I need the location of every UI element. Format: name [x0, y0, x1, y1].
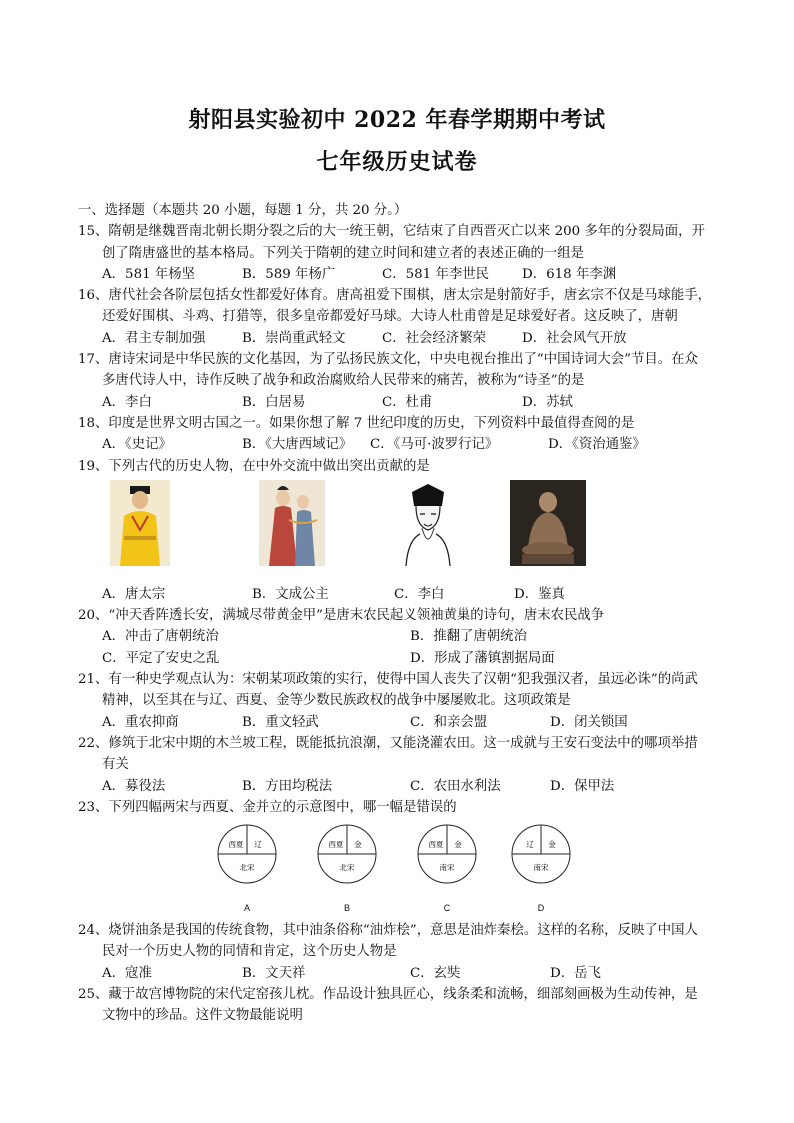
- option-a: A．李白: [102, 394, 152, 410]
- exam-title: 射阳县实验初中 2022 年春学期期中考试: [188, 107, 606, 133]
- question-16-text: 16、唐代社会各阶层包括女性都爱好体育。唐高祖爱下围棋，唐太宗是射箭好手，唐玄宗不仅是马球能手，: [78, 288, 712, 304]
- question-19-pictures: [78, 480, 728, 580]
- option-c: C．李白: [394, 586, 445, 602]
- question-21-options: [78, 712, 728, 733]
- diagram-a: [216, 820, 278, 912]
- question-24-options: [78, 963, 728, 984]
- diagram-d: [510, 820, 572, 912]
- diagram-label-left: 西夏: [428, 840, 444, 850]
- question-22-options: [78, 776, 728, 797]
- question-23-text: 23、下列四幅两宋与西夏、金并立的示意图中，哪一幅是错误的: [78, 799, 457, 815]
- jianzhen-statue-image: [510, 480, 586, 566]
- question-20-options-row2: [78, 648, 728, 669]
- option-b: B．白居易: [242, 394, 306, 410]
- option-c: C．和亲会盟: [410, 714, 488, 730]
- option-c: C．农田水利法: [410, 778, 501, 794]
- diagram-label-bottom: 南宋: [439, 863, 455, 873]
- diagram-label-bottom: 北宋: [239, 863, 255, 873]
- option-a: A．唐太宗: [102, 586, 166, 602]
- option-b: B．589 年杨广: [242, 266, 336, 282]
- question-20-options-row1: [78, 626, 728, 647]
- question-16-text-cont: 还爱好围棋、斗鸡、打猎等，很多皇帝都爱好马球。大诗人杜甫曾是足球爱好者。这反映了，唐朝: [102, 309, 678, 325]
- diagram-label-bottom: 南宋: [533, 863, 549, 873]
- option-d: D．苏轼: [522, 394, 573, 410]
- question-25-text: 25、藏于故宫博物院的宋代定窑孩儿枕。作品设计独具匠心，线条柔和流畅，细部刻画极为生动传神，是: [78, 987, 698, 1003]
- option-d: D．岳飞: [550, 965, 601, 981]
- question-17-text-cont: 多唐代诗人中，诗作反映了战争和政治腐败给人民带来的痛苦，被称为“诗圣”的是: [102, 373, 585, 389]
- diagram-c: [416, 820, 478, 912]
- diagram-label-right: 金: [354, 840, 362, 850]
- option-d: D．社会风气开放: [522, 330, 627, 346]
- question-21-text-cont: 精神，以至其在与辽、西夏、金等少数民族政权的战争中屡屡败北。这项政策是: [102, 693, 571, 709]
- option-d: D．618 年李渊: [522, 266, 617, 282]
- option-d: D．鉴真: [514, 586, 565, 602]
- question-15-text-cont: 创了隋唐盛世的基本格局。下列关于隋朝的建立时间和建立者的表述正确的一组是: [102, 245, 585, 261]
- option-c: C．《马可·波罗行记》: [370, 437, 499, 453]
- diagram-label-left: 西夏: [228, 840, 244, 850]
- question-17-options: [78, 392, 728, 413]
- question-15-options: [78, 264, 728, 285]
- option-a: A．581 年杨坚: [102, 266, 196, 282]
- question-24-text-cont: 民对一个历史人物的同情和肯定，这个历史人物是: [102, 944, 397, 960]
- diagram-letter: B: [343, 903, 350, 914]
- option-a: A．募役法: [102, 778, 166, 794]
- question-21-text: 21、有一种史学观点认为：宋朝某项政策的实行，使得中国人丧失了汉朝“犯我强汉者，虽远必诛”的尚武: [78, 672, 698, 688]
- option-a: A．寇准: [102, 965, 152, 981]
- option-d: D．《资治通鉴》: [548, 437, 646, 453]
- circle-diagram: [416, 820, 478, 896]
- diagram-label-bottom: 北宋: [339, 863, 355, 873]
- option-c: C．平定了安史之乱: [102, 650, 220, 666]
- diagram-letter: D: [537, 903, 545, 914]
- question-16-options: [78, 328, 728, 349]
- diagram-label-right: 金: [454, 840, 462, 850]
- question-22-text: 22、修筑于北宋中期的木兰坡工程，既能抵抗浪潮，又能浇灌农田。这一成就与王安石变法中的哪项举措: [78, 735, 698, 751]
- option-b: B．文成公主: [252, 586, 329, 602]
- option-a: A．君主专制加强: [102, 330, 206, 346]
- question-19-text: 19、下列古代的历史人物，在中外交流中做出突出贡献的是: [78, 458, 430, 474]
- circle-diagram: [216, 820, 278, 896]
- option-d: D．闭关锁国: [550, 714, 628, 730]
- diagram-letter: C: [443, 903, 451, 914]
- diagram-letter: A: [243, 903, 250, 914]
- diagram-label-right: 辽: [254, 840, 262, 850]
- option-d: D．形成了藩镇割据局面: [410, 650, 555, 666]
- option-c: C．玄奘: [410, 965, 461, 981]
- question-25-text-cont: 文物中的珍品。这件文物最能说明: [102, 1008, 303, 1024]
- diagram-label-left: 辽: [526, 840, 534, 850]
- option-a: A．冲击了唐朝统治: [102, 629, 219, 645]
- option-b: B．文天祥: [242, 965, 306, 981]
- emperor-portrait-image: [110, 480, 170, 566]
- diagram-label-left: 西夏: [328, 840, 344, 850]
- option-d: D．保甲法: [550, 778, 615, 794]
- option-a: A．重农抑商: [102, 714, 179, 730]
- question-22-text-cont: 有关: [102, 757, 129, 773]
- li-bai-sketch-image: [398, 480, 458, 566]
- circle-diagram: [316, 820, 378, 896]
- exam-subtitle: 七年级历史试卷: [316, 149, 478, 175]
- option-b: B．方田均税法: [242, 778, 333, 794]
- princess-painting-image: [259, 480, 325, 566]
- diagram-label-right: 金: [548, 840, 556, 850]
- option-b: B．推翻了唐朝统治: [410, 629, 527, 645]
- question-18-options: [78, 434, 728, 455]
- diagram-b: [316, 820, 378, 912]
- question-15-text: 15、隋朝是继魏晋南北朝长期分裂之后的大一统王朝，它结束了自西晋灭亡以来 200 多年的分裂局面，开: [78, 224, 705, 240]
- circle-diagram: [510, 820, 572, 896]
- option-b: B．重文轻武: [242, 714, 319, 730]
- question-content: [78, 200, 728, 1027]
- section-heading: 一、选择题（本题共 20 小题，每题 1 分，共 20 分。）: [78, 203, 408, 218]
- question-24-text: 24、烧饼油条是我国的传统食物，其中油条俗称“油炸桧”，意思是油炸秦桧。这样的名称，反映了中国人: [78, 923, 698, 939]
- question-18-text: 18、印度是世界文明古国之一。如果你想了解 7 世纪印度的历史，下列资料中最值得查阅的是: [78, 415, 635, 431]
- option-b: B．《大唐西域记》: [242, 437, 353, 453]
- question-17-text: 17、唐诗宋词是中华民族的文化基因，为了弘扬民族文化，中央电视台推出了“中国诗词大会”节目。在众: [78, 352, 698, 368]
- question-19-options: [78, 584, 728, 605]
- question-20-text: 20、“冲天香阵透长安，满城尽带黄金甲”是唐末农民起义领袖黄巢的诗句，唐末农民战争: [78, 608, 605, 624]
- option-c: C．社会经济繁荣: [382, 330, 486, 346]
- option-b: B．崇尚重武轻文: [242, 330, 346, 346]
- option-a: A．《史记》: [102, 437, 172, 453]
- option-c: C．杜甫: [382, 394, 433, 410]
- question-23-diagrams: [78, 820, 728, 912]
- option-c: C．581 年李世民: [382, 266, 490, 282]
